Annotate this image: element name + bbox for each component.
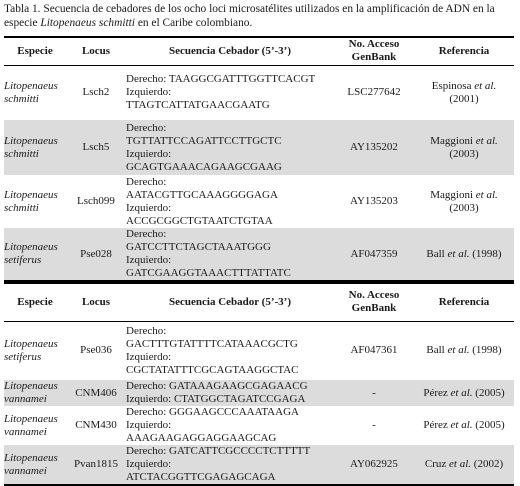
cell-referencia: Espinosa et al. (2001) — [431, 79, 497, 105]
table-row — [4, 406, 514, 445]
header-secuencia: Secuencia Cebador (5’-3’) — [169, 44, 291, 57]
cell-acceso: LSC277642 — [347, 86, 401, 99]
header-referencia: Referencia — [438, 295, 490, 308]
header-referencia: Referencia — [438, 44, 490, 57]
table-header-row — [4, 37, 514, 65]
table-row — [4, 445, 514, 485]
cell-secuencia: Derecho: GATCATTCGCCCCTCTTTTT Izquierdo: ATCTACGGTTCGAGAGCAGA — [126, 445, 311, 483]
cell-referencia: Maggioni et al. (2003) — [430, 134, 498, 160]
cell-referencia: Ball et al. (1998) — [426, 344, 502, 357]
table-caption — [4, 2, 516, 30]
table-header-row — [4, 283, 514, 321]
cell-secuencia: Derecho: TGTTATTCCAGATTCCTTGCTC Izquierdo: GCAGTGAAACAGAAGCGAAG — [126, 121, 282, 173]
cell-especie: Litopenaeus schmitti — [4, 79, 58, 105]
cell-acceso: - — [372, 419, 376, 431]
header-acceso: No. Acceso GenBank — [348, 289, 400, 315]
header-secuencia: Secuencia Cebador (5’-3’) — [169, 295, 291, 308]
cell-secuencia: Derecho: GGGAAGCCCAAATAAGA Izquierdo: AAAGAAGAGGAGGAAGCAG — [126, 406, 299, 444]
caption-species: Litopenaeus schmitti — [40, 17, 135, 29]
primer-table-2 — [4, 282, 514, 486]
header-especie: Especie — [17, 295, 53, 308]
cell-locus: Lsch2 — [82, 86, 110, 99]
cell-especie: Litopenaeus vannamei — [4, 380, 58, 405]
table-row — [4, 65, 514, 120]
cell-locus: Lsch099 — [77, 195, 115, 207]
cell-locus: CNM406 — [75, 386, 117, 399]
table-row — [4, 120, 514, 175]
cell-secuencia: Derecho: TAAGGCGATTTGGTTCACGT Izquierdo: TTAGTCATTATGAACGAATG — [126, 73, 316, 112]
header-locus: Locus — [81, 295, 111, 308]
cell-especie: Litopenaeus schmitti — [4, 134, 58, 160]
cell-referencia: Pérez et al. (2005) — [423, 386, 505, 399]
header-acceso: No. Acceso GenBank — [348, 38, 400, 64]
cell-secuencia: Derecho: GATAAAGAAGCGAGAACG Izquierdo: CTATGGCTAGATCCGAGA — [126, 380, 308, 405]
table-row — [4, 321, 514, 380]
cell-acceso: - — [372, 386, 376, 399]
cell-acceso: AF047361 — [350, 344, 398, 357]
cell-referencia: Pérez et al. (2005) — [423, 419, 505, 431]
cell-secuencia: Derecho: GACTTTGTATTTTCATAAACGCTG Izquierdo: CGCTATATTTCGCAGTAAGGCTAC — [126, 324, 299, 376]
cell-especie: Litopenaeus setiferus — [4, 241, 58, 266]
cell-referencia: Ball et al. (1998) — [426, 247, 502, 260]
cell-secuencia: Derecho: AATACGTTGCAAAGGGGAGA Izquierdo: ACCGCGGCTGTAATCTGTAA — [126, 175, 278, 227]
cell-acceso: AY062925 — [350, 458, 398, 470]
cell-especie: Litopenaeus schmitti — [4, 188, 58, 214]
cell-especie: Litopenaeus vannamei — [4, 451, 58, 477]
caption-text: Tabla 1. Secuencia de cebadores de los ocho loci microsatélites utilizados en la amplificación de ADN en la especie — [4, 3, 495, 29]
cell-especie: Litopenaeus vannamei — [4, 412, 58, 438]
cell-locus: Pse028 — [80, 247, 112, 260]
header-especie: Especie — [17, 44, 53, 57]
cell-locus: Pse036 — [80, 344, 112, 357]
caption-suffix: en el Caribe colombiano. — [134, 17, 253, 29]
cell-acceso: AF047359 — [350, 247, 398, 260]
cell-acceso: AY135203 — [350, 195, 398, 207]
table-row — [4, 175, 514, 228]
header-locus: Locus — [81, 44, 111, 57]
cell-acceso: AY135202 — [350, 141, 398, 153]
table-row — [4, 380, 514, 406]
table-row — [4, 228, 514, 281]
cell-secuencia: Derecho: GATCCTTCTAGCTAAATGGG Izquierdo: GATCGAAGGTAAACTTTATTATC — [126, 228, 291, 279]
cell-especie: Litopenaeus setiferus — [4, 337, 58, 363]
cell-referencia: Cruz et al. (2002) — [424, 458, 504, 470]
cell-locus: Lsch5 — [82, 141, 110, 153]
cell-locus: Pvan1815 — [74, 458, 118, 470]
cell-referencia: Maggioni et al. (2003) — [430, 188, 498, 214]
primer-table-1 — [4, 36, 514, 282]
cell-locus: CNM430 — [75, 419, 117, 431]
